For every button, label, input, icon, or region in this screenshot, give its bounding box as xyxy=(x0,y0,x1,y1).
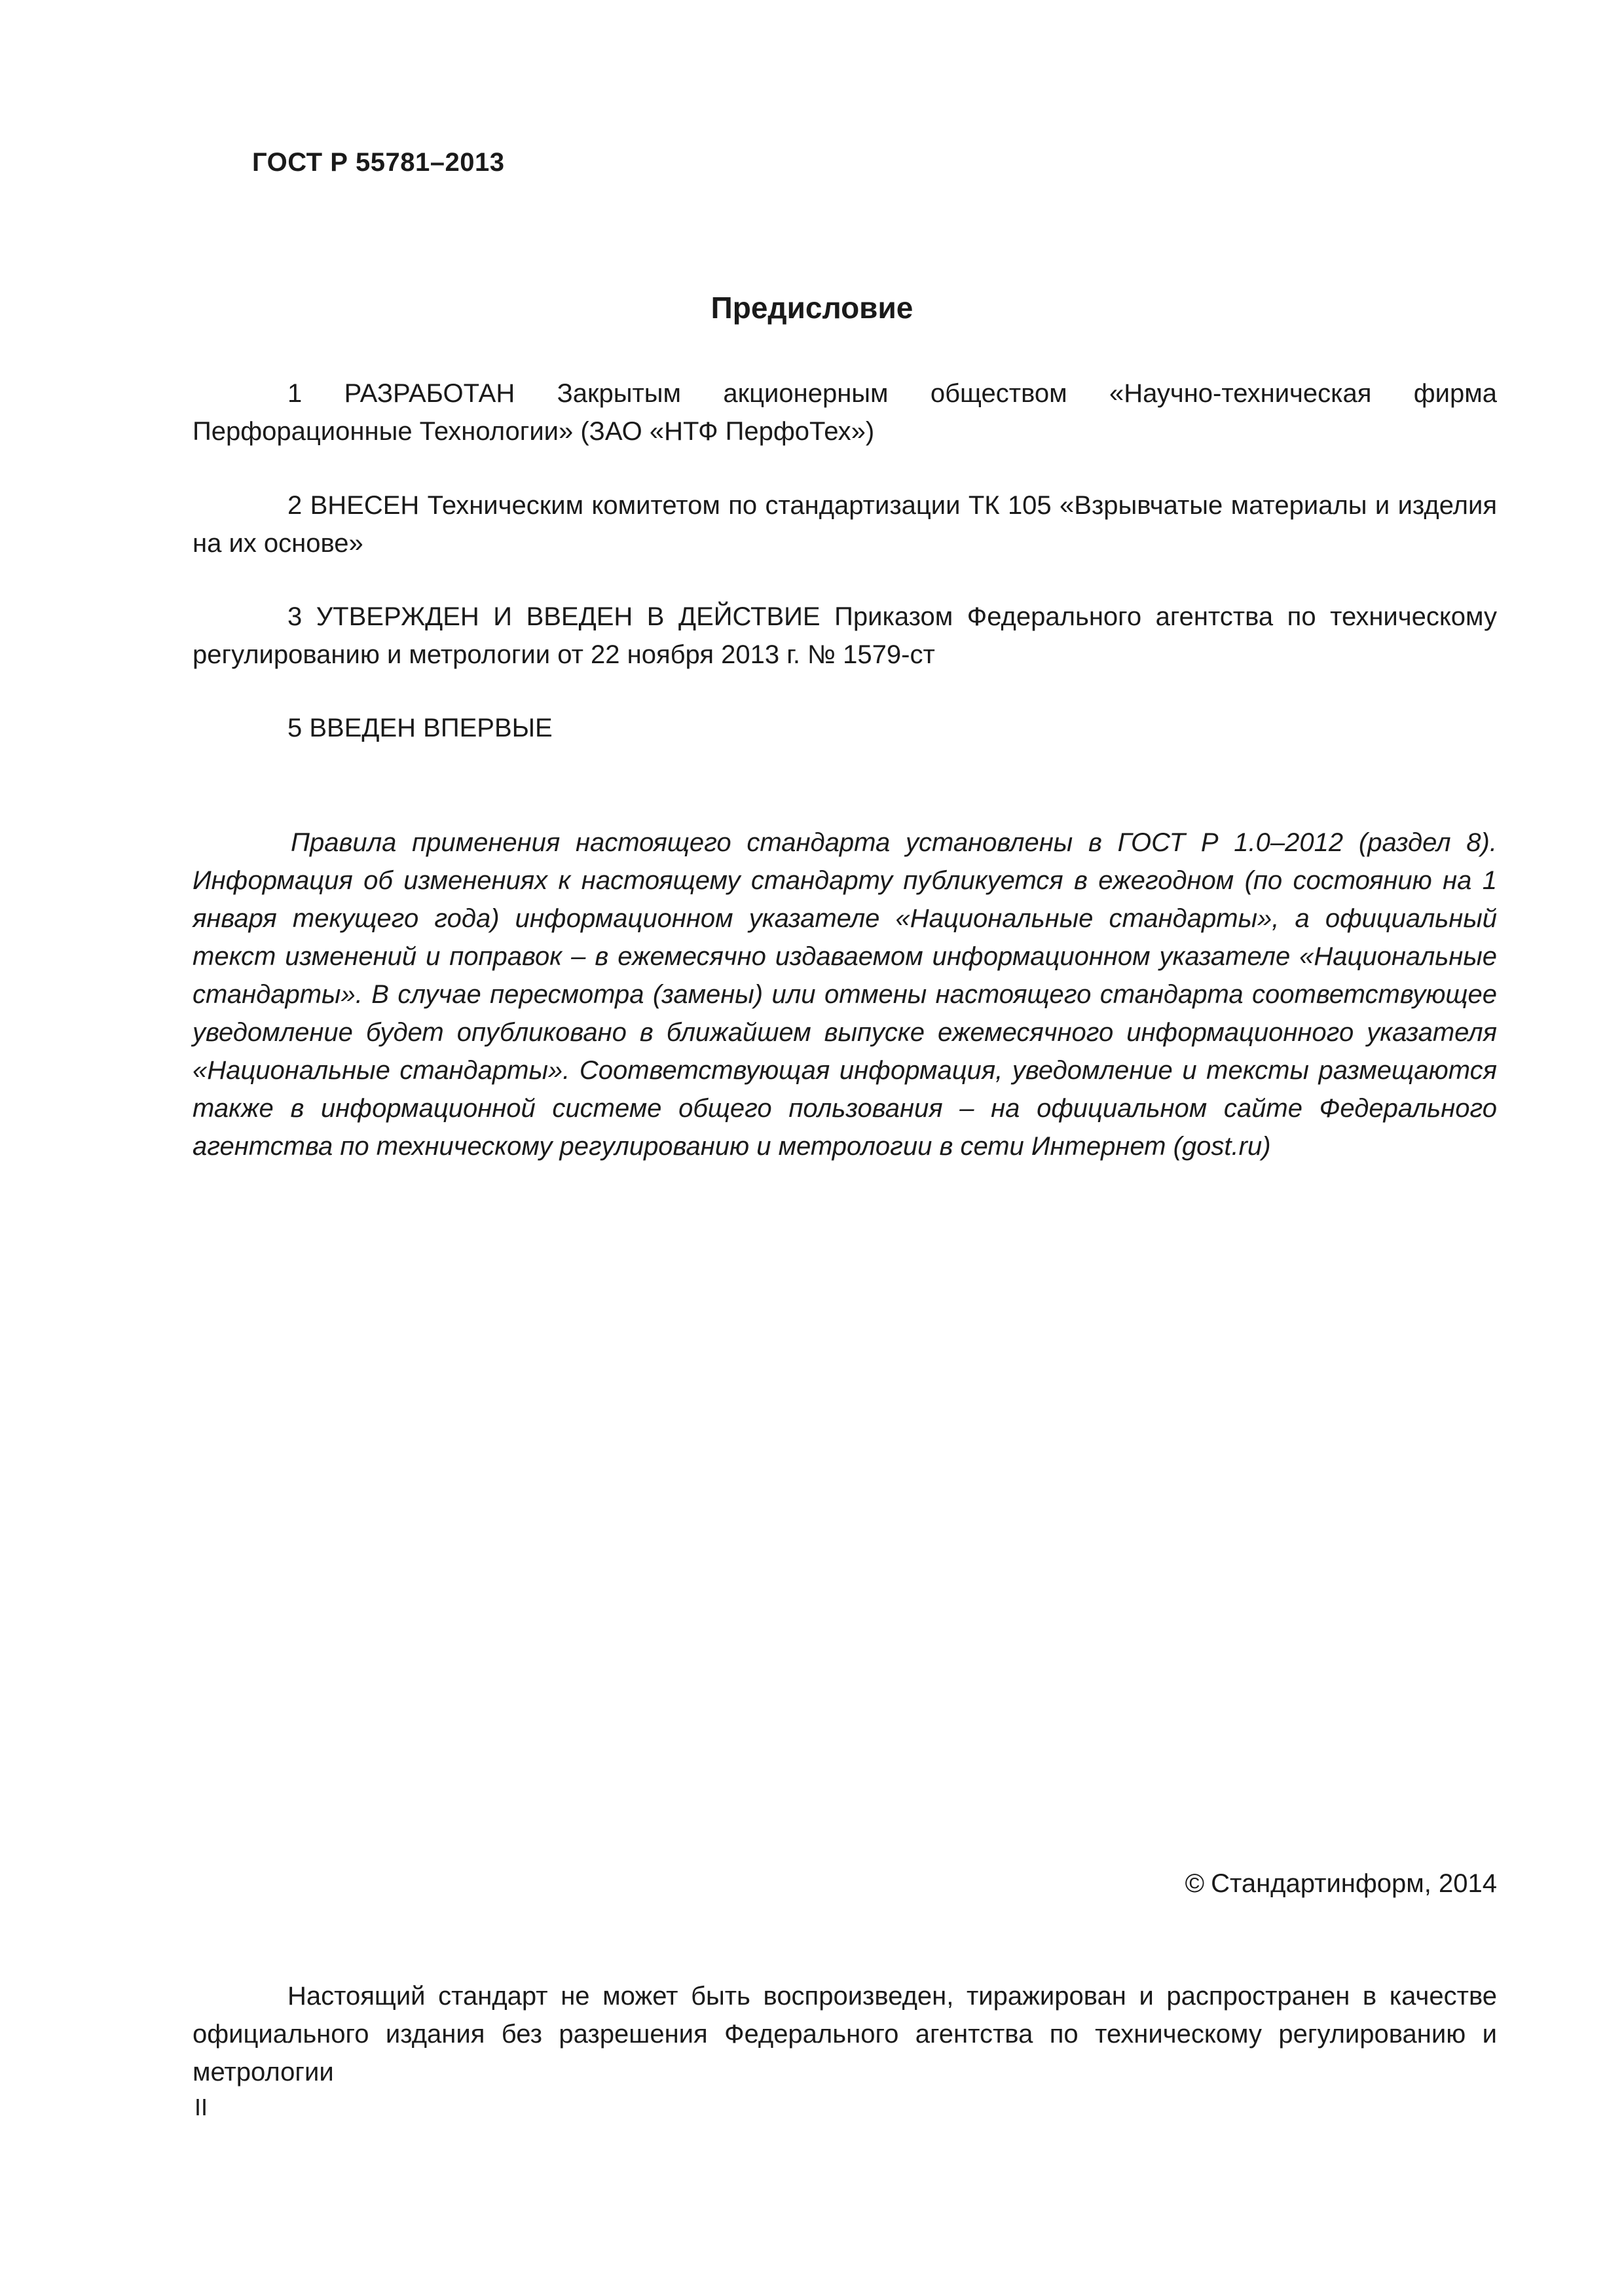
copyright-icon: © xyxy=(1185,1869,1205,1898)
standard-code: ГОСТ Р 55781–2013 xyxy=(252,148,505,177)
foreword-item-introduced: 5 ВВЕДЕН ВПЕРВЫЕ xyxy=(287,714,553,742)
copyright-text: Стандартинформ, 2014 xyxy=(1211,1869,1497,1898)
section-title: Предисловие xyxy=(710,291,913,325)
reproduction-notice: Настоящий стандарт не может быть воспроизведен, тиражирован и распространен в качестве официального издания без разрешения Федерального агентства по техническому регулированию и метрологии xyxy=(193,1982,1497,2086)
copyright-line xyxy=(1185,1869,1497,1899)
application-rules-notice: Правила применения настоящего стандарта установлены в ГОСТ Р 1.0–2012 (раздел 8). Информация об изменениях к настоящему стандарту публикуется в ежегодном (по состоянию на 1 января текущего года) информационном указателе «Национальные стандарты», а официальный текст изменений и поправок – в ежемесячно издаваемом информационном указателе «Национальные стандарты». В случае пересмотра (замены) или отмены настоящего стандарта соответствующее уведомление будет опубликовано в ближайшем выпуске ежемесячного информационного указателя «Национальные стандарты». Соответствующая информация, уведомление и тексты размещаются также в информационной системе общего пользования – на официальном сайте Федерального агентства по техническому регулированию и метрологии в сети Интернет (gost.ru) xyxy=(193,828,1497,1161)
foreword-item-approved: 3 УТВЕРЖДЕН И ВВЕДЕН В ДЕЙСТВИЕ Приказом Федерального агентства по техническому регулированию и метрологии от 22 ноября 2013 г. № 1579-ст xyxy=(193,602,1497,669)
page-number: II xyxy=(194,2094,208,2121)
foreword-item-submitted: 2 ВНЕСЕН Техническим комитетом по стандартизации ТК 105 «Взрывчатые материалы и изделия на их основе» xyxy=(193,491,1497,558)
foreword-item-developed: 1 РАЗРАБОТАН Закрытым акционерным обществом «Научно-техническая фирма Перфорационные Технологии» (ЗАО «НТФ ПерфоТех») xyxy=(193,379,1497,446)
